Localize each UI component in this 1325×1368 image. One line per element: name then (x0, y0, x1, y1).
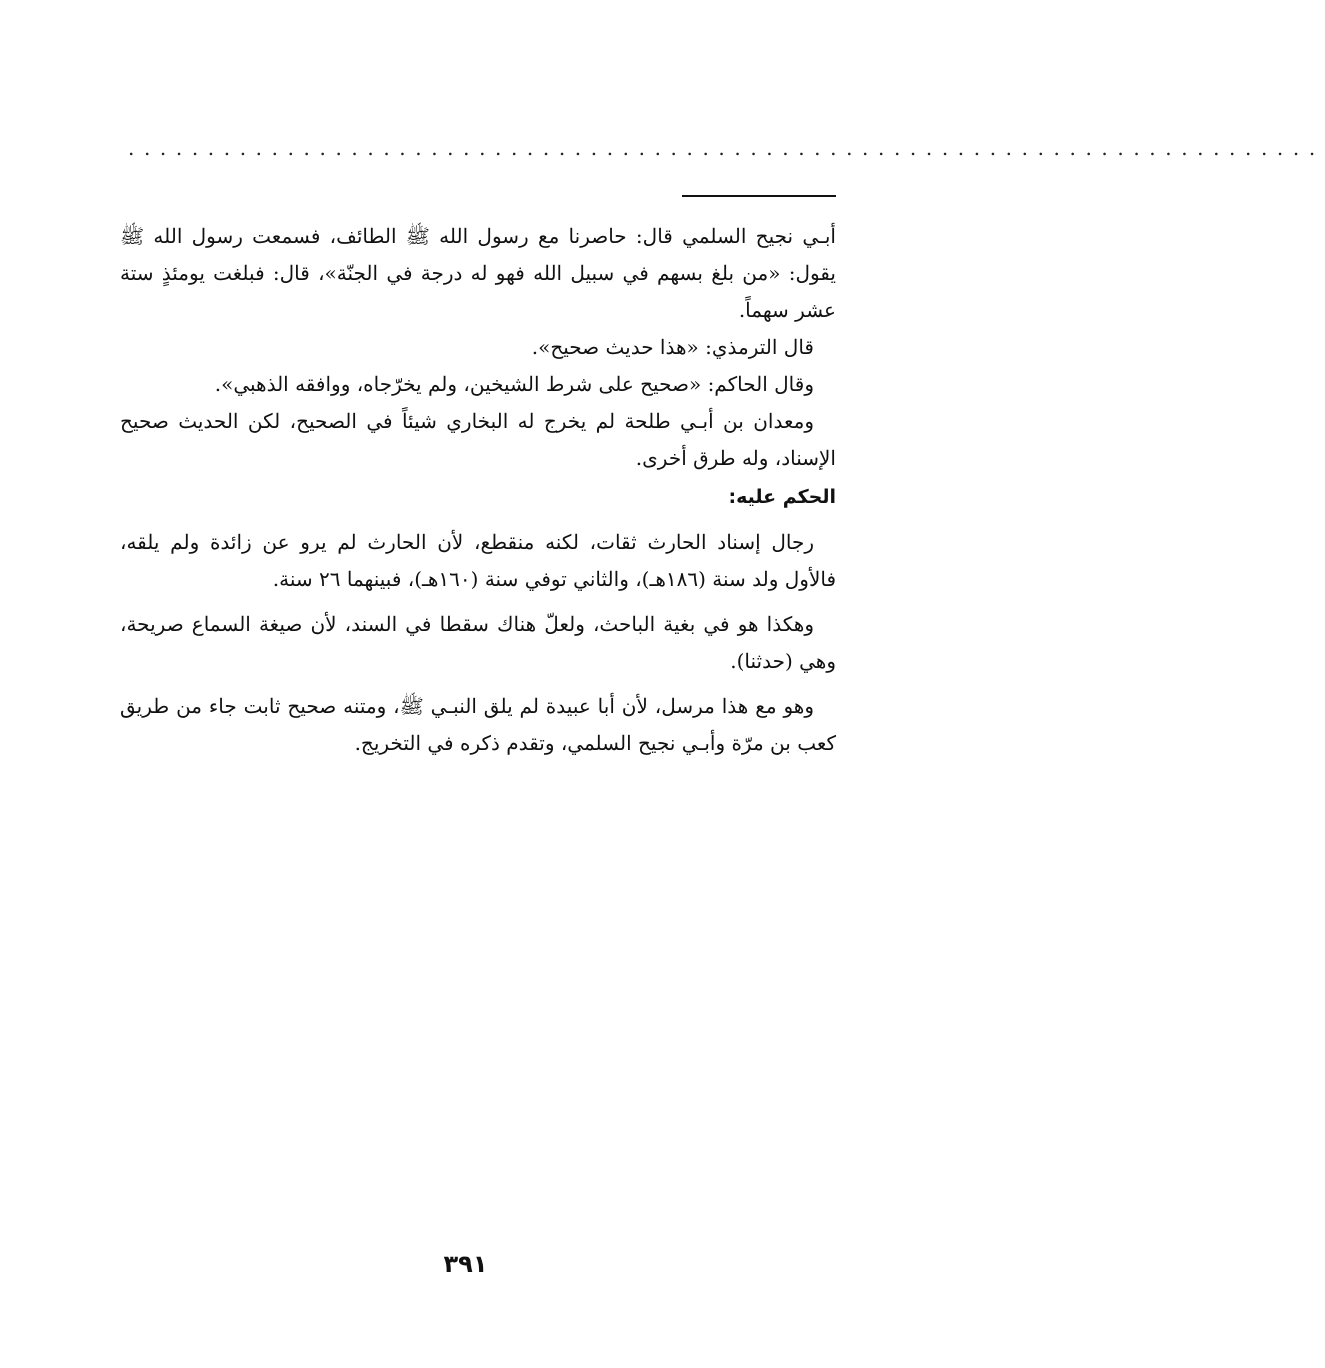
dotted-separator: ........................................................................... (128, 136, 1325, 160)
paragraph-mursal: وهو مع هذا مرسل، لأن أبا عبيدة لم يلق النبـي ﷺ، ومتنه صحيح ثابت جاء من طريق كعب بن مرّة وأبـي نجيح السلمي، وتقدم ذكره في التخريج. (120, 694, 836, 755)
paragraph-bughyat: وهكذا هو في بغية الباحث، ولعلّ هناك سقطا في السند، لأن صيغة السماع صريحة، وهي (حدثنا). (120, 612, 836, 673)
page-number: ٣٩١ (443, 1250, 488, 1278)
paragraph-hadith-narration: أبـي نجيح السلمي قال: حاصرنا مع رسول الله ﷺ الطائف، فسمعت رسول الله ﷺ يقول: «من بلغ بسهم في سبيل الله فهو له درجة في الجنّة»، قال: فبلغت يومئذٍ ستة عشر سهماً. (120, 224, 836, 322)
paragraph-madan: ومعدان بن أبـي طلحة لم يخرج له البخاري شيئاً في الصحيح، لكن الحديث صحيح الإسناد، وله طرق أخرى. (120, 409, 836, 470)
section-heading: الحكم عليه: (728, 486, 836, 508)
footnote-rule (682, 195, 836, 197)
main-text (120, 218, 836, 762)
paragraph-narrators: رجال إسناد الحارث ثقات، لكنه منقطع، لأن الحارث لم يرو عن زائدة ولم يلقه، فالأول ولد سنة (١٨٦هـ)، والثاني توفي سنة (١٦٠هـ)، فبينهما ٢٦ سنة. (120, 530, 836, 591)
paragraph-hakim: وقال الحاكم: «صحيح على شرط الشيخين، ولم يخرّجاه، ووافقه الذهبي». (214, 372, 814, 396)
paragraph-tirmidhi: قال الترمذي: «هذا حديث صحيح». (531, 335, 814, 359)
